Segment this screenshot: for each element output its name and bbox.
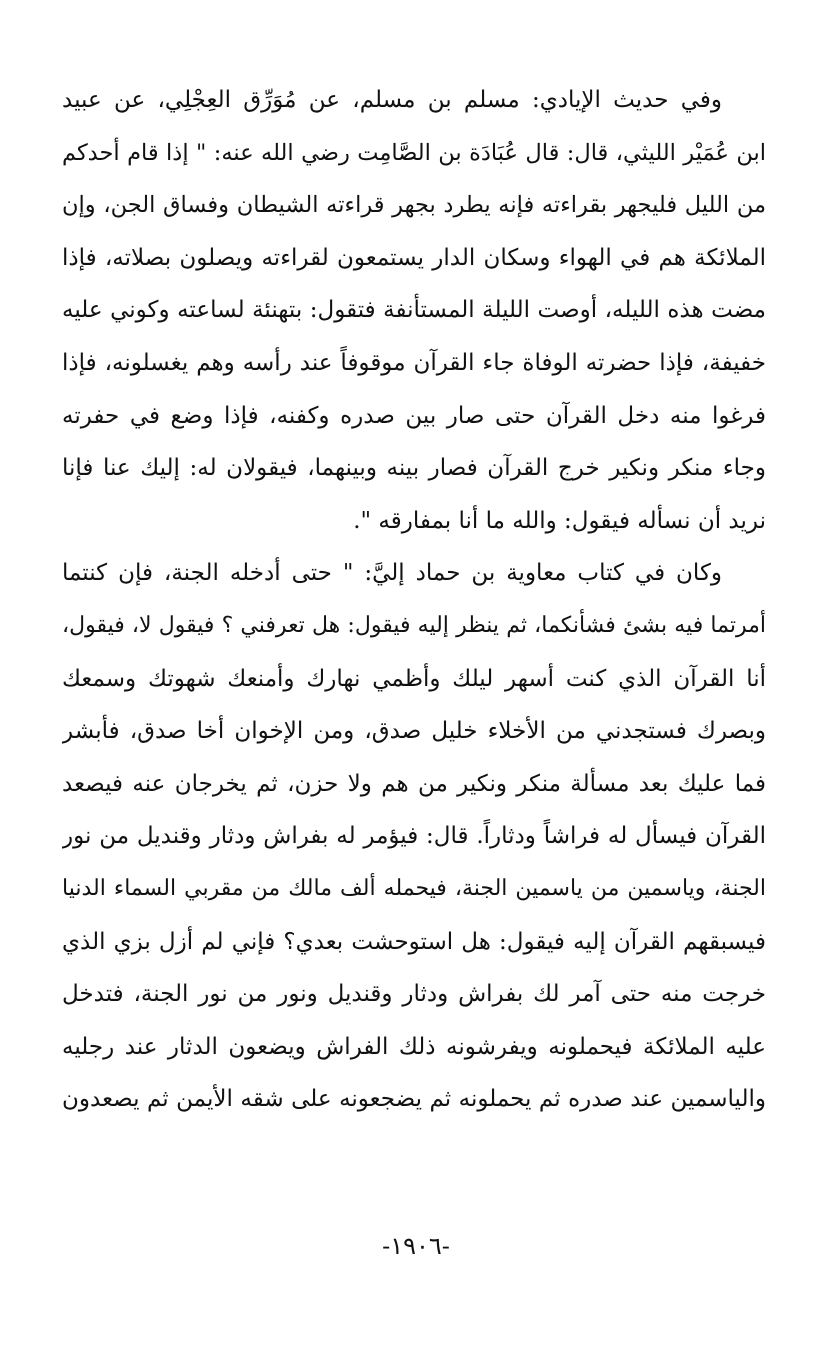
page-number: -١٩٠٦- (382, 1232, 450, 1260)
text-line: فما عليك بعد مسألة منكر ونكير من هم ولا حزن، ثم يخرجان عنه فيصعد (62, 770, 766, 797)
text-line: من الليل فليجهر بقراءته فإنه يطرد بجهر قراءته الشيطان وفساق الجن، وإن (62, 192, 766, 219)
text-line: أمرتما فيه بشئ فشأنكما، ثم ينظر إليه فيقول: هل تعرفني ؟ فيقول لا، فيقول، (62, 612, 766, 638)
paragraph-1 (62, 74, 766, 547)
text-line: فرغوا منه دخل القرآن حتى صار بين صدره وكفنه، فإذا وضع في حفرته (62, 402, 766, 429)
paragraph-2 (62, 547, 766, 1126)
text-line: فيسبقهم القرآن إليه فيقول: هل استوحشت بعدي؟ فإني لم أزل بزي الذي (62, 928, 766, 955)
text-line: وجاء منكر ونكير خرج القرآن فصار بينه وبينهما، فيقولان له: إليك عنا فإنا (62, 455, 766, 482)
text-line: أنا القرآن الذي كنت أسهر ليلك وأظمي نهارك وأمنعك شهوتك وسمعك (62, 665, 766, 692)
text-line: ابن عُمَيْر الليثي، قال: قال عُبَادَة بن الصَّامِت رضي الله عنه: " إذا قام أحدكم (62, 139, 766, 166)
text-line: القرآن فيسأل له فراشاً ودثاراً. قال: فيؤمر له بفراش ودثار وقنديل من نور (62, 823, 766, 850)
text-line: وفي حديث الإيادي: مسلم بن مسلم، عن مُوَرِّق العِجْلِي، عن عبيد (62, 87, 722, 113)
text-line: الملائكة هم في الهواء وسكان الدار يستمعون لقراءته ويصلون بصلاته، فإذا (62, 244, 766, 271)
text-body (62, 74, 766, 1126)
text-line: والياسمين عند صدره ثم يحملونه ثم يضجعونه على شقه الأيمن ثم يصعدون (62, 1086, 766, 1113)
text-line: خرجت منه حتى آمر لك بفراش ودثار وقنديل ونور من نور الجنة، فتدخل (62, 981, 766, 1008)
text-line: الجنة، وياسمين من ياسمين الجنة، فيحمله ألف مالك من مقربي السماء الدنيا (62, 875, 766, 901)
text-line: عليه الملائكة فيحملونه ويفرشونه ذلك الفراش ويضعون الدثار عند رجليه (62, 1033, 766, 1060)
text-line: وكان في كتاب معاوية بن حماد إليَّ: " حتى أدخله الجنة، فإن كنتما (62, 560, 722, 587)
text-line: وبصرك فستجدني من الأخلاء خليل صدق، ومن الإخوان أخا صدق، فأبشر (62, 718, 766, 745)
text-line: نريد أن نسأله فيقول: والله ما أنا بمفارقه ". (353, 507, 766, 534)
text-line: مضت هذه الليله، أوصت الليلة المستأنفة فتقول: بتهنئة لساعته وكوني عليه (62, 297, 766, 324)
text-line: خفيفة، فإذا حضرته الوفاة جاء القرآن موقوفاً عند رأسه وهم يغسلونه، فإذا (62, 349, 766, 376)
